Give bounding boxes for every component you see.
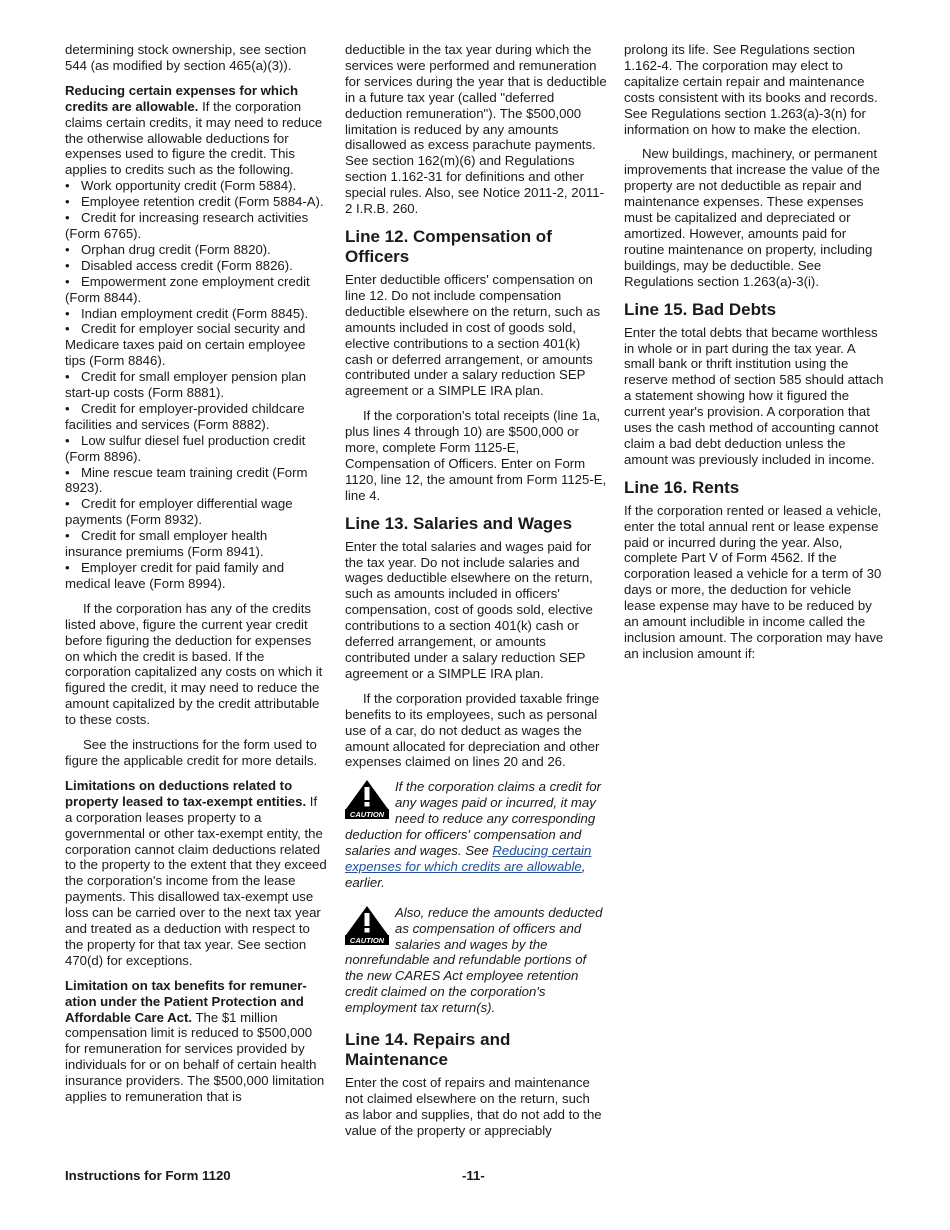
list-item: • Low sulfur diesel fuel production credit (Form 8896). [65, 432, 306, 464]
bullet-icon: • [65, 464, 70, 480]
paragraph-text: The $1 million compensation limit is reduced to $500,000 for remuneration for services provided by individuals for or on behalf of certain health insurance providers. The $500,000 limitation applies to remuneration that is [65, 1009, 325, 1105]
line-16-heading: Line 16. Rents [624, 477, 740, 497]
bullet-icon: • [65, 496, 70, 512]
paragraph: If the corporation has any of the credits listed above, figure the current year credit before figuring the deduction for expenses on which the credit is based. If the corporation capitalized any costs on which it figured the credit, it may need to reduce the amount capitalized by the credit attributable to these costs. [65, 600, 323, 728]
paragraph: determining stock ownership, see section 544 (as modified by section 465(a)(3)). [65, 42, 307, 73]
paragraph-text: If the corporation claims certain credits, it may need to reduce the otherwise allowable deductions for expenses used to figure the credit. This applies to credits such as the following. [65, 98, 323, 178]
cross-reference-link[interactable]: Reducing certain expenses for which credits are allowable [345, 842, 592, 874]
column-1 [65, 42, 327, 1114]
ppaca-paragraph [65, 978, 327, 1105]
caution-icon [345, 779, 389, 819]
paragraph: If the corporation's total receipts (line 1a, plus lines 4 through 10) are $500,000 or more, complete Form 1125-E, Compensation of Officers. Enter on Form 1120, line 12, the amount from Form 1125-E, line 4. [345, 408, 607, 503]
column-3 [624, 42, 886, 671]
caution-note [345, 779, 607, 890]
bullet-icon: • [65, 369, 70, 385]
list-item: • Credit for employer social security and Medicare taxes paid on certain employee tips (Form 8846). [65, 321, 306, 369]
bullet-icon: • [65, 528, 70, 544]
bullet-icon: • [65, 432, 70, 448]
list-item: • Employer credit for paid family and medical leave (Form 8994). [65, 560, 285, 591]
bullet-icon: • [65, 305, 70, 321]
paragraph: Enter the total debts that became worthless in whole or in part during the tax year. A small bank or thrift institution using the reserve method of section 585 should attach a statement showing how it figured the current year's provision. A corporation that uses the cash method of accounting cannot claim a bad debt deduction unless the amount was previously included in income. [624, 324, 884, 467]
list-item: • Credit for small employer pension plan start-up costs (Form 8881). [65, 369, 307, 401]
caution-label: CAUTION [349, 810, 385, 820]
list-item: • Empowerment zone employment credit (Form 8844). [65, 273, 310, 305]
line-15-heading: Line 15. Bad Debts [624, 299, 777, 319]
page-footer [65, 1168, 885, 1184]
bullet-icon: • [65, 560, 70, 575]
bullet-icon: • [65, 194, 70, 210]
form-title: Instructions for Form 1120 [65, 1168, 231, 1183]
bullet-icon: • [65, 321, 70, 337]
list-item: • Credit for increasing research activities (Form 6765). [65, 210, 309, 241]
bullet-icon: • [65, 178, 70, 194]
run-in-heading: Limitations on deductions related to property leased to tax-exempt entities. [65, 777, 307, 809]
line-12-heading: Line 12. Compensation of Officers [345, 226, 552, 266]
bullet-icon: • [65, 273, 70, 289]
paragraph: New buildings, machinery, or permanent improvements that increase the value of the property are not deductible as repair and maintenance expenses. These expenses must be capitalized and depreciated or amortized. However, amounts paid for routine maintenance on property, including buildings, may be deductible. See Regulations section 1.263(a)-3(i). [624, 146, 880, 289]
paragraph-text: If a corporation leases property to a governmental or other tax-exempt entity, the corporation cannot claim deductions related to the property to the extent that they exceed the corporation's income from the lease payments. This disallowed tax-exempt use loss can be carried over to the next tax year and treated as a deduction with respect to the property for that tax year. See section 470(d) for exceptions. [65, 793, 327, 968]
caution-note [345, 905, 607, 1016]
paragraph: prolong its life. See Regulations section 1.162-4. The corporation may elect to capitalize certain repair and maintenance costs consistent with its books and records. See Regulations section 1.263(a)-3(n) for information on how to make the election. [624, 42, 878, 137]
caution-text: If the corporation claims a credit for any wages paid or incurred, it may need to reduce any corresponding deduction for officers' compensation and salaries and wages. See [345, 779, 601, 858]
paragraph: Enter the cost of repairs and maintenance not claimed elsewhere on the return, such as labor and supplies, that do not add to the value of the property or appreciably [345, 1075, 602, 1138]
paragraph: See the instructions for the form used to figure the applicable credit for more details. [65, 737, 318, 768]
list-item: • Credit for employer-provided childcare facilities and services (Form 8882). [65, 400, 305, 432]
bullet-icon: • [65, 257, 70, 273]
bullet-icon: • [65, 400, 70, 416]
credits-list [65, 178, 327, 592]
run-in-heading: Limitation on tax benefits for remuner-ation under the Patient Protection and Affordable Care Act. [65, 977, 307, 1025]
list-item: • Mine rescue team training credit (Form 8923). [65, 464, 308, 496]
page-number: -11- [462, 1168, 485, 1183]
list-item: • Disabled access credit (Form 8826). [65, 257, 293, 273]
list-item: • Credit for small employer health insurance premiums (Form 8941). [65, 528, 268, 560]
bullet-icon: • [65, 210, 70, 226]
reducing-expenses-paragraph [65, 83, 327, 178]
caution-text: , earlier. [345, 858, 586, 890]
paragraph: If the corporation rented or leased a vehicle, enter the total annual rent or lease expense paid or incurred during the year. Also, complete Part V of Form 4562. If the corporation leased a vehicle for a term of 30 days or more, the deduction for vehicle lease expense may have to be reduced by an amount includible in income called the inclusion amount. The corporation may have an inclusion amount if: [624, 502, 884, 661]
list-item: • Indian employment credit (Form 8845). [65, 305, 309, 321]
paragraph: Enter deductible officers' compensation on line 12. Do not include compensation deductible elsewhere on the return, such as amounts included in cost of goods sold, elective contributions to a section 401(k) cash or deferred arrangement, or amounts contributed under a salary reduction SEP agreement or a SIMPLE IRA plan. [345, 271, 601, 399]
line-14-heading: Line 14. Repairs and Maintenance [345, 1030, 511, 1070]
bullet-icon: • [65, 241, 70, 257]
list-item: • Work opportunity credit (Form 5884). [65, 178, 297, 194]
list-item: • Orphan drug credit (Form 8820). [65, 241, 271, 257]
caution-label: CAUTION [349, 935, 385, 945]
leased-property-paragraph [65, 778, 327, 969]
line-13-heading: Line 13. Salaries and Wages [345, 513, 573, 533]
list-item: • Credit for employer differential wage payments (Form 8932). [65, 496, 293, 528]
paragraph: Enter the total salaries and wages paid for the tax year. Do not include salaries and wages deductible elsewhere on the return, such as amounts included in officers' compensation, cost of goods sold, elective contributions to a section 401(k) cash or deferred arrangement, or amounts contributed under a salary reduction SEP agreement or a SIMPLE IRA plan. [345, 538, 593, 681]
paragraph: deductible in the tax year during which the services were performed and remuneration for services during the year that is deductible in a future tax year (called "deferred deduction remuneration"). The $500,000 limitation is reduced by any amounts disallowed as excess parachute payments. See section 162(m)(6) and Regulations section 1.162-31 for definitions and other special rules. Also, see Notice 2011-2, 2011-2 I.R.B. 260. [345, 42, 607, 217]
list-item: • Employee retention credit (Form 5884-A). [65, 194, 324, 210]
caution-text: Also, reduce the amounts deducted as compensation of officers and salaries and wages by the nonrefundable and refundable portions of the new CARES Act employee retention credit claimed on the corporation's employment tax return(s). [345, 904, 603, 1016]
column-2 [345, 42, 607, 1148]
caution-icon [345, 905, 389, 945]
run-in-heading: Reducing certain expenses for which credits are allowable. [65, 82, 299, 114]
paragraph: If the corporation provided taxable fringe benefits to its employees, such as personal use of a car, do not deduct as wages the amount allocated for depreciation and other expenses claimed on lines 20 and 26. [345, 690, 600, 770]
